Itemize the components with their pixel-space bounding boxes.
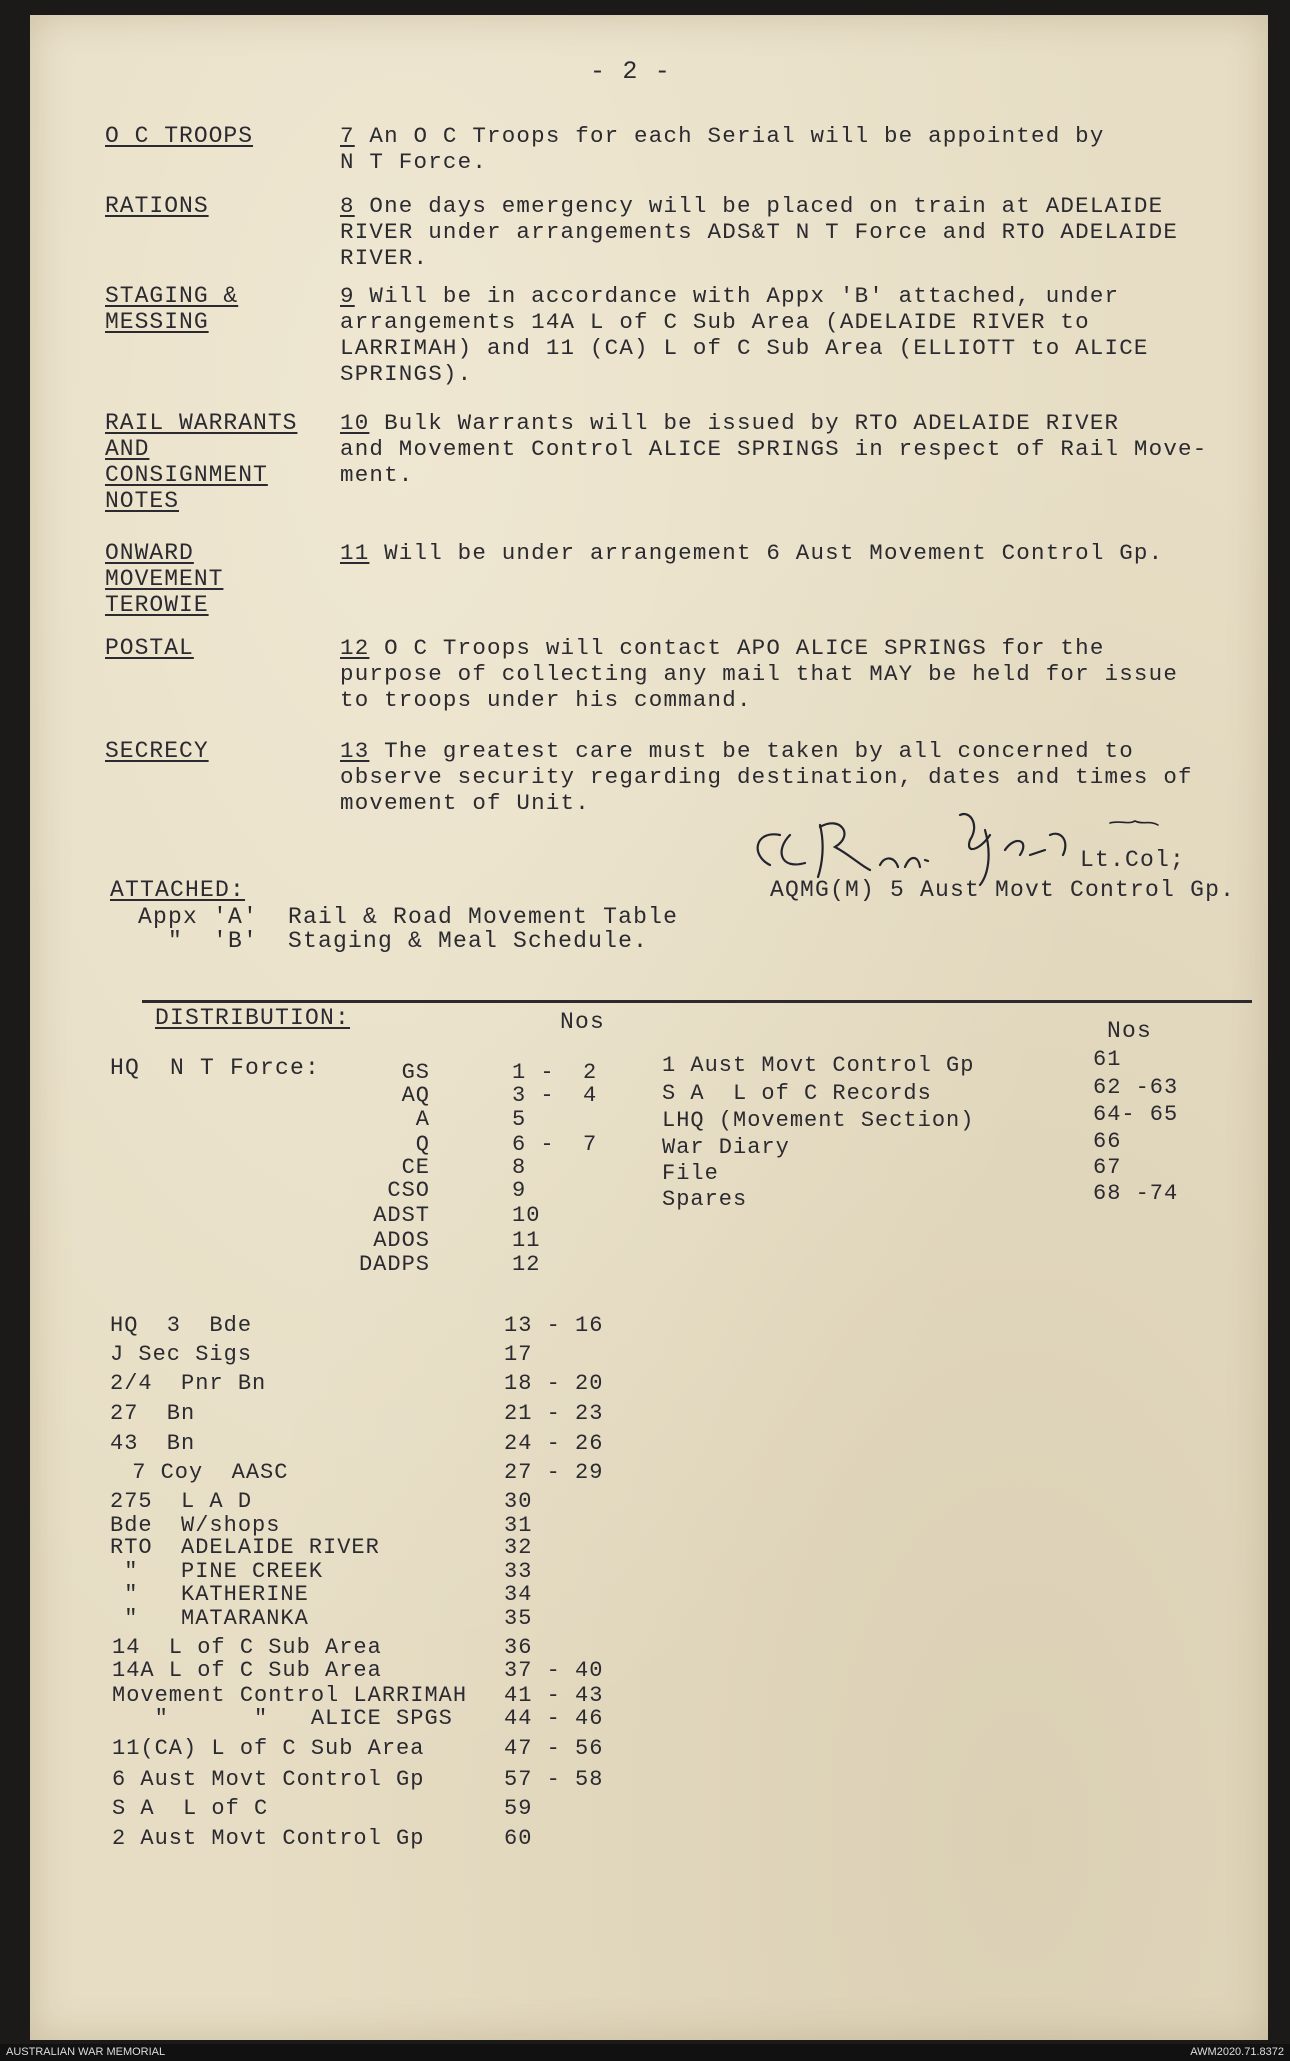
paragraph-number: 10 <box>340 410 370 436</box>
distribution-hq-nos: 9 <box>512 1178 527 1203</box>
distribution-hq-branch: ADST <box>373 1203 430 1228</box>
distribution-unit: J Sec Sigs <box>110 1342 253 1367</box>
distribution-hq-branch: A <box>415 1107 430 1132</box>
distribution-hq-branch: CSO <box>387 1178 430 1203</box>
paragraph-number: 11 <box>340 540 370 566</box>
section-heading: RAIL WARRANTS AND CONSIGNMENT NOTES <box>105 410 298 514</box>
distribution-right-nos: 61 <box>1093 1047 1122 1072</box>
distribution-unit: 11(CA) L of C Sub Area <box>112 1736 425 1761</box>
distribution-unit: 7 Coy AASC <box>118 1460 289 1485</box>
distribution-hq-nos: 8 <box>512 1155 527 1180</box>
attached-label: ATTACHED: <box>110 877 246 903</box>
distribution-unit-nos: 17 <box>504 1342 533 1367</box>
distribution-title: DISTRIBUTION: <box>155 1005 351 1031</box>
distribution-unit: " KATHERINE <box>110 1582 309 1607</box>
distribution-unit-nos: 59 <box>504 1796 533 1821</box>
distribution-unit-nos: 44 - 46 <box>504 1706 604 1731</box>
distribution-right-recipient: LHQ (Movement Section) <box>662 1108 975 1133</box>
distribution-unit-nos: 41 - 43 <box>504 1683 604 1708</box>
section-paragraph <box>340 123 1210 175</box>
distribution-right-nos: 62 -63 <box>1093 1075 1179 1100</box>
distribution-unit-nos: 13 - 16 <box>504 1313 604 1338</box>
distribution-unit: 43 Bn <box>110 1431 196 1456</box>
distribution-right-nos-header: Nos <box>1107 1018 1153 1044</box>
distribution-unit-nos: 47 - 56 <box>504 1736 604 1761</box>
distribution-unit-nos: 24 - 26 <box>504 1431 604 1456</box>
paragraph-number: 9 <box>340 283 355 309</box>
section-paragraph <box>340 410 1210 488</box>
distribution-hq-nos: 10 <box>512 1203 541 1228</box>
distribution-hq-nos: 5 <box>512 1107 527 1132</box>
distribution-unit-nos: 34 <box>504 1582 533 1607</box>
distribution-hq-label: HQ N T Force: <box>110 1055 321 1081</box>
paragraph-text: Will be in accordance with Appx 'B' attached, under arrangements 14A L of C Sub Area (ADELAIDE RIVER to LARRIMAH) and 11 (CA) L of C Sub Area (ELLIOTT to ALICE SPRINGS). <box>340 283 1149 387</box>
footer-institution: AUSTRALIAN WAR MEMORIAL <box>6 2046 166 2058</box>
distribution-right-nos: 67 <box>1093 1155 1122 1180</box>
distribution-hq-nos: 12 <box>512 1252 541 1277</box>
distribution-unit: 275 L A D <box>110 1489 253 1514</box>
paragraph-number: 7 <box>340 123 355 149</box>
distribution-unit: RTO ADELAIDE RIVER <box>110 1535 380 1560</box>
distribution-unit: 14A L of C Sub Area <box>112 1658 382 1683</box>
distribution-unit-nos: 18 - 20 <box>504 1371 604 1396</box>
section-heading: POSTAL <box>105 635 194 661</box>
distribution-right-recipient: S A L of C Records <box>662 1081 932 1106</box>
distribution-unit-nos: 57 - 58 <box>504 1767 604 1792</box>
attached-appx-b: " 'B' Staging & Meal Schedule. <box>138 928 649 954</box>
distribution-unit-nos: 35 <box>504 1606 533 1631</box>
signature-rank: Lt.Col; <box>1080 847 1186 873</box>
distribution-right-nos: 68 -74 <box>1093 1181 1179 1206</box>
distribution-hq-branch: Q <box>415 1132 430 1157</box>
distribution-right-nos: 66 <box>1093 1129 1122 1154</box>
section-paragraph <box>340 635 1210 713</box>
paragraph-text: The greatest care must be taken by all concerned to observe security regarding destination, dates and times of movement of Unit. <box>340 738 1193 816</box>
distribution-right-recipient: File <box>662 1161 719 1186</box>
distribution-unit-nos: 27 - 29 <box>504 1460 604 1485</box>
paragraph-number: 12 <box>340 635 370 661</box>
paragraph-text: Will be under arrangement 6 Aust Movement Control Gp. <box>384 540 1164 566</box>
distribution-right-recipient: War Diary <box>662 1135 790 1160</box>
distribution-unit-nos: 30 <box>504 1489 533 1514</box>
section-heading: O C TROOPS <box>105 123 254 149</box>
section-heading: SECRECY <box>105 738 209 764</box>
section-paragraph <box>340 540 1210 566</box>
paragraph-text: One days emergency will be placed on train at ADELAIDE RIVER under arrangements ADS&T N T Force and RTO ADELAIDE RIVER. <box>340 193 1179 271</box>
page-number: - 2 - <box>590 57 672 86</box>
distribution-hq-branch: GS <box>401 1060 430 1085</box>
distribution-unit-nos: 37 - 40 <box>504 1658 604 1683</box>
distribution-unit: " " ALICE SPGS <box>112 1706 453 1731</box>
distribution-unit: " MATARANKA <box>110 1606 309 1631</box>
distribution-unit: 2 Aust Movt Control Gp <box>112 1826 425 1851</box>
distribution-hq-nos: 3 - 4 <box>512 1083 598 1108</box>
distribution-hq-nos: 1 - 2 <box>512 1060 598 1085</box>
distribution-hq-branch: DADPS <box>358 1252 430 1277</box>
signature-appointment: AQMG(M) 5 Aust Movt Control Gp. <box>770 877 1236 903</box>
distribution-unit-nos: 31 <box>504 1513 533 1538</box>
footer-accession-number: AWM2020.71.8372 <box>1190 2046 1284 2058</box>
paragraph-text: O C Troops will contact APO ALICE SPRINGS for the purpose of collecting any mail that MAY be held for issue to troops under his command. <box>340 635 1179 713</box>
horizontal-rule <box>142 1000 1252 1003</box>
section-paragraph <box>340 193 1210 271</box>
distribution-unit-nos: 32 <box>504 1535 533 1560</box>
distribution-nos-header: Nos <box>560 1009 606 1035</box>
distribution-unit: Bde W/shops <box>110 1513 281 1538</box>
paragraph-number: 13 <box>340 738 370 764</box>
paragraph-number: 8 <box>340 193 355 219</box>
distribution-unit-nos: 36 <box>504 1635 533 1660</box>
archive-footer <box>0 2044 1290 2061</box>
section-heading: ONWARD MOVEMENT TEROWIE <box>105 540 224 618</box>
distribution-hq-nos: 11 <box>512 1228 541 1253</box>
distribution-unit-nos: 60 <box>504 1826 533 1851</box>
distribution-unit: 6 Aust Movt Control Gp <box>112 1767 425 1792</box>
distribution-unit: 2/4 Pnr Bn <box>110 1371 267 1396</box>
distribution-right-recipient: Spares <box>662 1187 748 1212</box>
distribution-unit: S A L of C <box>112 1796 269 1821</box>
distribution-hq-branch: ADOS <box>373 1228 430 1253</box>
distribution-unit: 27 Bn <box>110 1401 196 1426</box>
distribution-unit: HQ 3 Bde <box>110 1313 253 1338</box>
section-heading: RATIONS <box>105 193 209 219</box>
section-paragraph <box>340 283 1210 387</box>
distribution-unit-nos: 21 - 23 <box>504 1401 604 1426</box>
distribution-hq-branch: AQ <box>401 1083 430 1108</box>
document-page <box>30 15 1268 2040</box>
distribution-hq-branch: CE <box>401 1155 430 1180</box>
distribution-unit: 14 L of C Sub Area <box>112 1635 382 1660</box>
paragraph-text: Bulk Warrants will be issued by RTO ADELAIDE RIVER and Movement Control ALICE SPRINGS in respect of Rail Move- ment. <box>340 410 1208 488</box>
distribution-right-recipient: 1 Aust Movt Control Gp <box>662 1053 975 1078</box>
distribution-unit: " PINE CREEK <box>110 1559 324 1584</box>
attached-appx-a: Appx 'A' Rail & Road Movement Table <box>138 904 679 930</box>
distribution-hq-nos: 6 - 7 <box>512 1132 598 1157</box>
paragraph-text: An O C Troops for each Serial will be appointed by N T Force. <box>340 123 1105 175</box>
distribution-right-nos: 64- 65 <box>1093 1102 1179 1127</box>
distribution-unit: Movement Control LARRIMAH <box>112 1683 468 1708</box>
section-heading: STAGING & MESSING <box>105 283 239 335</box>
distribution-unit-nos: 33 <box>504 1559 533 1584</box>
